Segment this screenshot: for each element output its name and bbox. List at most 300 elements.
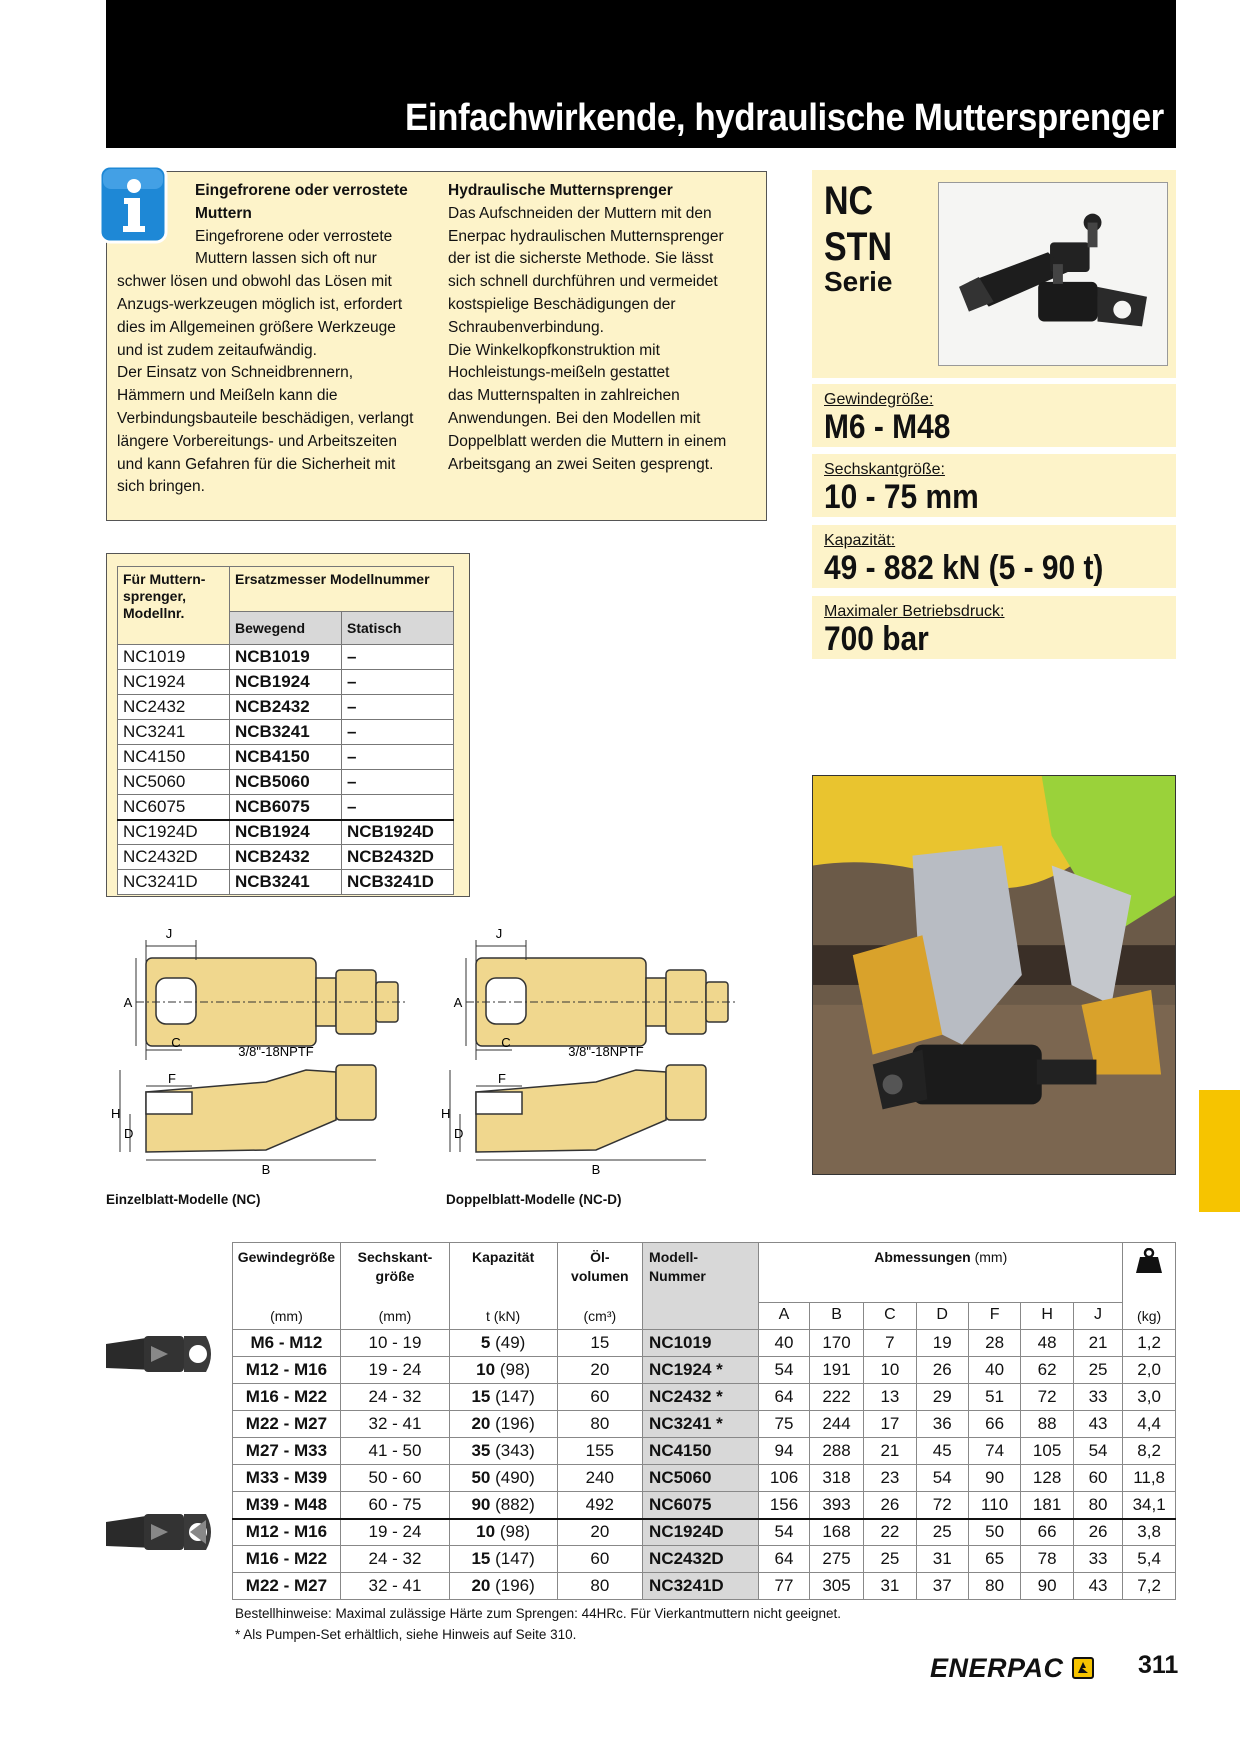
series-line: STN [824, 225, 892, 269]
dim-label-c: C [171, 1035, 181, 1050]
cell-oil: 60 [557, 1384, 642, 1411]
cell-dim-j: 54 [1073, 1438, 1122, 1465]
cell-dim-d: 45 [916, 1438, 968, 1465]
head-line: Für Muttern- [123, 571, 206, 587]
cell-moving: NCB4150 [230, 745, 342, 770]
unit-model [643, 1303, 759, 1330]
cell-oil: 20 [557, 1519, 642, 1546]
table-row [118, 820, 454, 845]
capacity-t: 35 [471, 1441, 491, 1460]
cell-dim-h: 88 [1021, 1411, 1074, 1438]
dim-label-j: J [495, 926, 503, 941]
col-head-model [118, 567, 230, 645]
table-row [106, 1546, 1176, 1573]
cell-model: NC4150 [118, 745, 230, 770]
cell-dim-j: 21 [1073, 1330, 1122, 1357]
cell-dim-j: 43 [1073, 1411, 1122, 1438]
cell-moving: NCB1019 [230, 645, 342, 670]
dim-col-d: D [916, 1303, 968, 1330]
spec-pressure [812, 596, 1176, 659]
head-line: Öl- [590, 1249, 610, 1265]
cell-capacity [449, 1411, 557, 1438]
info-column-hydraulic [448, 180, 758, 476]
unit-capacity: t (kN) [449, 1303, 557, 1330]
tool-image-cell [106, 1243, 232, 1330]
dim-label-h: H [441, 1106, 451, 1121]
dim-col-j: J [1073, 1303, 1122, 1330]
cell-dim-a: 54 [759, 1357, 810, 1384]
cell-dim-b: 168 [809, 1519, 863, 1546]
cell-dim-b: 318 [809, 1465, 863, 1492]
dim-label-c: C [501, 1035, 511, 1050]
row-image-space [106, 1573, 232, 1600]
info-text-line: Der Einsatz von Schneidbrennern, [117, 364, 354, 382]
table-row [106, 1384, 1176, 1411]
capacity-t: 20 [471, 1576, 491, 1595]
info-text-line: Arbeitsgang an zwei Seiten gesprengt. [448, 455, 714, 473]
dim-label-f: F [498, 1071, 506, 1086]
head-hex [341, 1243, 449, 1303]
cell-dim-c: 22 [864, 1519, 916, 1546]
capacity-kn: (490) [495, 1468, 535, 1487]
info-text-line: Die Winkelkopfkonstruktion mit [448, 341, 660, 359]
cell-thread: M22 - M27 [232, 1573, 341, 1600]
cell-static: NCB2432D [342, 845, 454, 870]
info-text-line: Hochleistungs-meißeln gestattet [448, 364, 670, 382]
cell-dim-j: 26 [1073, 1519, 1122, 1546]
cell-weight: 11,8 [1123, 1465, 1176, 1492]
cell-dim-c: 23 [864, 1465, 916, 1492]
table-row [118, 795, 454, 820]
info-text-line: der ist die sicherste Methode. Sie lässt [448, 250, 714, 268]
cell-dim-c: 25 [864, 1546, 916, 1573]
info-text-line: Eingefrorene oder verrostete [195, 227, 393, 245]
single-blade-tool-image [106, 1330, 216, 1378]
spec-label: Maximaler Betriebsdruck: [824, 603, 1005, 620]
capacity-t: 15 [471, 1549, 491, 1568]
cell-model: NC4150 [643, 1438, 759, 1465]
cell-dim-h: 62 [1021, 1357, 1074, 1384]
cell-capacity [449, 1384, 557, 1411]
capacity-t: 50 [471, 1468, 491, 1487]
cell-model: NC3241 [118, 720, 230, 745]
cell-moving: NCB1924 [230, 670, 342, 695]
table-row [106, 1357, 1176, 1384]
thread-label: 3/8"-18NPTF [238, 1044, 314, 1059]
replacement-blade-table [117, 566, 454, 895]
info-text-line: Das Aufschneiden der Muttern mit den [448, 204, 712, 222]
cell-dim-c: 13 [864, 1384, 916, 1411]
cell-dim-b: 191 [809, 1357, 863, 1384]
cell-model: NC3241D [643, 1573, 759, 1600]
spec-table [106, 1242, 1176, 1600]
cell-static: NCB3241D [342, 870, 454, 895]
info-text-line: Doppelblatt werden die Muttern in einem [448, 432, 727, 450]
spec-thread [812, 384, 1176, 447]
dim-label-b: B [591, 1162, 601, 1177]
cell-thread: M16 - M22 [232, 1546, 341, 1573]
dim-label-d: D [454, 1126, 464, 1141]
row-image-space [106, 1411, 232, 1438]
cell-static: – [342, 795, 454, 820]
capacity-t: 20 [471, 1414, 491, 1433]
cell-hex: 32 - 41 [341, 1411, 449, 1438]
cell-dim-h: 181 [1021, 1492, 1074, 1519]
cell-model: NC1019 [118, 645, 230, 670]
cell-dim-j: 60 [1073, 1465, 1122, 1492]
cell-thread: M27 - M33 [232, 1438, 341, 1465]
cell-model: NC5060 [643, 1465, 759, 1492]
cell-weight: 3,0 [1123, 1384, 1176, 1411]
cell-dim-d: 31 [916, 1546, 968, 1573]
cell-dim-c: 7 [864, 1330, 916, 1357]
cell-dim-f: 50 [968, 1519, 1020, 1546]
head-oil [557, 1243, 642, 1303]
cell-hex: 24 - 32 [341, 1384, 449, 1411]
spec-value: 49 - 882 kN (5 - 90 t) [824, 549, 1104, 587]
cell-dim-j: 25 [1073, 1357, 1122, 1384]
row-image-space [106, 1438, 232, 1465]
info-text-line: Verbindungsbauteile beschädigen, verlangt [117, 409, 414, 427]
cell-dim-a: 156 [759, 1492, 810, 1519]
info-col1-head-line: Muttern [195, 204, 252, 222]
head-line: Sechskant- [357, 1249, 433, 1265]
cell-dim-f: 28 [968, 1330, 1020, 1357]
cell-thread: M12 - M16 [232, 1357, 341, 1384]
replacement-rows [118, 645, 454, 895]
col-head-blade: Ersatzmesser Modellnummer [230, 567, 454, 612]
col-head-moving: Bewegend [230, 611, 342, 644]
info-text-line: und ist zudem zeitaufwändig. [117, 341, 317, 359]
capacity-kn: (882) [495, 1494, 535, 1514]
dim-col-a: A [759, 1303, 810, 1330]
table-row [118, 745, 454, 770]
table-row [106, 1411, 1176, 1438]
cell-model: NC3241 * [643, 1411, 759, 1438]
cell-thread: M39 - M48 [232, 1492, 341, 1519]
info-text-line: sich schnell durchführen und vermeidet [448, 273, 718, 291]
dim-label-a: A [453, 995, 463, 1010]
spec-rows [106, 1330, 1176, 1600]
capacity-t: 10 [476, 1522, 496, 1542]
double-blade-tool-image [106, 1508, 216, 1556]
series-title [824, 178, 892, 270]
cell-dim-c: 21 [864, 1438, 916, 1465]
brand-name: ENERPAC [930, 1653, 1064, 1683]
caption-single-blade: Einzelblatt-Modelle (NC) [106, 1192, 261, 1207]
table-row [118, 870, 454, 895]
cell-model: NC1924D [118, 820, 230, 845]
unit-thread: (mm) [232, 1303, 341, 1330]
table-row [106, 1492, 1176, 1519]
cell-oil: 492 [557, 1492, 642, 1519]
unit-weight: (kg) [1123, 1303, 1176, 1330]
cell-dim-b: 170 [809, 1330, 863, 1357]
cell-dim-b: 393 [809, 1492, 863, 1519]
head-capacity: Kapazität [449, 1243, 557, 1303]
diagram-single-blade [106, 920, 426, 1180]
table-row [118, 720, 454, 745]
cell-oil: 60 [557, 1546, 642, 1573]
cell-hex: 50 - 60 [341, 1465, 449, 1492]
cell-oil: 155 [557, 1438, 642, 1465]
cell-dim-b: 275 [809, 1546, 863, 1573]
unit-hex: (mm) [341, 1303, 449, 1330]
dim-col-h: H [1021, 1303, 1074, 1330]
spec-label: Gewindegröße: [824, 391, 934, 408]
capacity-kn: (343) [495, 1441, 535, 1460]
info-text-line: kostspielige Beschädigungen der [448, 295, 676, 313]
caption-double-blade: Doppelblatt-Modelle (NC-D) [446, 1192, 622, 1207]
cell-hex: 10 - 19 [341, 1330, 449, 1357]
cell-model: NC1019 [643, 1330, 759, 1357]
cell-dim-d: 36 [916, 1411, 968, 1438]
dim-col-b: B [809, 1303, 863, 1330]
cell-model: NC2432 * [643, 1384, 759, 1411]
cell-dim-c: 26 [864, 1492, 916, 1519]
series-box [812, 170, 1176, 378]
cell-dim-d: 26 [916, 1357, 968, 1384]
cell-dim-a: 54 [759, 1519, 810, 1546]
series-subtitle: Serie [824, 266, 893, 297]
table-row [118, 645, 454, 670]
cell-capacity [449, 1546, 557, 1573]
cell-hex: 24 - 32 [341, 1546, 449, 1573]
head-line: volumen [571, 1268, 629, 1284]
info-text-line: Anzugs-werkzeugen möglich ist, erfordert [117, 295, 403, 313]
cell-dim-h: 105 [1021, 1438, 1074, 1465]
cell-weight: 7,2 [1123, 1573, 1176, 1600]
info-text-line: Schraubenverbindung. [448, 318, 604, 336]
info-col2-heading: Hydraulische Mutternsprenger [448, 182, 673, 199]
cell-model: NC3241D [118, 870, 230, 895]
row-image-space [106, 1384, 232, 1411]
cell-capacity [449, 1519, 557, 1546]
cell-model: NC1924 * [643, 1357, 759, 1384]
cell-dim-f: 80 [968, 1573, 1020, 1600]
cell-oil: 15 [557, 1330, 642, 1357]
cell-dim-d: 54 [916, 1465, 968, 1492]
cell-oil: 80 [557, 1573, 642, 1600]
head-line: größe [375, 1268, 415, 1284]
cell-dim-f: 110 [968, 1492, 1020, 1519]
cell-model: NC5060 [118, 770, 230, 795]
info-box [106, 171, 767, 521]
cell-dim-f: 90 [968, 1465, 1020, 1492]
head-dims-unit: (mm) [970, 1249, 1008, 1265]
capacity-kn: (196) [495, 1414, 535, 1433]
cell-weight: 1,2 [1123, 1330, 1176, 1357]
cell-capacity [449, 1492, 557, 1519]
cell-dim-b: 305 [809, 1573, 863, 1600]
cell-model: NC2432D [118, 845, 230, 870]
info-icon [98, 164, 172, 248]
cell-dim-j: 33 [1073, 1546, 1122, 1573]
cell-weight: 34,1 [1123, 1492, 1176, 1519]
col-head-static: Statisch [342, 611, 454, 644]
info-col1-head-line: Eingefrorene oder verrostete [195, 182, 408, 199]
cell-hex: 19 - 24 [341, 1519, 449, 1546]
cell-dim-j: 80 [1073, 1492, 1122, 1519]
cell-moving: NCB1924 [230, 820, 342, 845]
spec-value: 700 bar [824, 620, 929, 658]
capacity-kn: (49) [495, 1333, 526, 1352]
table-row [118, 845, 454, 870]
cell-dim-d: 19 [916, 1330, 968, 1357]
head-line: sprenger, [123, 588, 187, 604]
dim-label-a: A [123, 995, 133, 1010]
cell-dim-c: 10 [864, 1357, 916, 1384]
page-title: Einfachwirkende, hydraulische Muttersprenger [405, 97, 1164, 139]
cell-hex: 32 - 41 [341, 1573, 449, 1600]
cell-capacity [449, 1357, 557, 1384]
cell-dim-h: 128 [1021, 1465, 1074, 1492]
cell-weight: 3,8 [1123, 1519, 1176, 1546]
cell-dim-d: 29 [916, 1384, 968, 1411]
capacity-t: 15 [471, 1387, 491, 1406]
cell-static: NCB1924D [342, 820, 454, 845]
cell-model: NC2432D [643, 1546, 759, 1573]
cell-oil: 20 [557, 1357, 642, 1384]
dim-label-b: B [261, 1162, 271, 1177]
cell-thread: M33 - M39 [232, 1465, 341, 1492]
info-text-line: Anwendungen. Bei den Modellen mit [448, 409, 701, 427]
info-text-line: Enerpac hydraulischen Mutternsprenger [448, 227, 724, 245]
thread-label: 3/8"-18NPTF [568, 1044, 644, 1059]
cell-dim-d: 37 [916, 1573, 968, 1600]
cell-model: NC1924 [118, 670, 230, 695]
cell-thread: M12 - M16 [232, 1519, 341, 1546]
cell-capacity [449, 1438, 557, 1465]
spec-value: 10 - 75 mm [824, 478, 979, 516]
cell-dim-j: 43 [1073, 1573, 1122, 1600]
row-image-space [106, 1465, 232, 1492]
cell-dim-a: 94 [759, 1438, 810, 1465]
cell-dim-f: 66 [968, 1411, 1020, 1438]
cell-thread: M22 - M27 [232, 1411, 341, 1438]
dim-col-c: C [864, 1303, 916, 1330]
capacity-kn: (98) [499, 1360, 531, 1379]
head-dimensions [759, 1243, 1123, 1303]
cell-dim-a: 64 [759, 1384, 810, 1411]
cell-static: – [342, 770, 454, 795]
application-photo [812, 775, 1176, 1175]
cell-model: NC6075 [643, 1492, 759, 1519]
table-row [118, 770, 454, 795]
brand-logo [930, 1653, 1094, 1684]
cell-dim-a: 106 [759, 1465, 810, 1492]
info-text-line: längere Vorbereitungs- und Arbeitszeiten [117, 432, 398, 450]
capacity-kn: (147) [495, 1549, 535, 1568]
cell-capacity [449, 1465, 557, 1492]
capacity-kn: (147) [495, 1387, 535, 1406]
cell-moving: NCB6075 [230, 795, 342, 820]
capacity-t: 90 [471, 1494, 491, 1514]
cell-moving: NCB2432 [230, 845, 342, 870]
cell-dim-a: 40 [759, 1330, 810, 1357]
cell-thread: M16 - M22 [232, 1384, 341, 1411]
cell-model: NC2432 [118, 695, 230, 720]
replacement-blade-panel [106, 553, 470, 897]
capacity-t: 5 [480, 1333, 491, 1352]
cell-moving: NCB3241 [230, 720, 342, 745]
cell-dim-f: 51 [968, 1384, 1020, 1411]
spec-hex [812, 454, 1176, 517]
page-header [106, 0, 1176, 148]
cell-dim-d: 25 [916, 1519, 968, 1546]
table-row [106, 1438, 1176, 1465]
cell-dim-c: 31 [864, 1573, 916, 1600]
cell-dim-h: 78 [1021, 1546, 1074, 1573]
head-line: Modell- [649, 1249, 699, 1265]
head-dims-label: Abmessungen [874, 1249, 971, 1265]
unit-oil: (cm³) [557, 1303, 642, 1330]
cell-weight: 5,4 [1123, 1546, 1176, 1573]
table-row [106, 1465, 1176, 1492]
spec-value: M6 - M48 [824, 408, 951, 446]
head-weight [1123, 1243, 1176, 1303]
info-text-line: dies im Allgemeinen größere Werkzeuge [117, 318, 396, 336]
cell-dim-b: 222 [809, 1384, 863, 1411]
cell-capacity [449, 1573, 557, 1600]
series-line: NC [824, 179, 874, 223]
info-text-line: Hämmern und Meißeln kann die [117, 387, 338, 405]
cell-model: NC6075 [118, 795, 230, 820]
cell-moving: NCB5060 [230, 770, 342, 795]
table-row [118, 695, 454, 720]
section-tab [1199, 1090, 1240, 1212]
cell-dim-b: 288 [809, 1438, 863, 1465]
cell-dim-d: 72 [916, 1492, 968, 1519]
product-photo [938, 182, 1168, 366]
cell-weight: 2,0 [1123, 1357, 1176, 1384]
cell-static: – [342, 670, 454, 695]
table-row [106, 1519, 1176, 1546]
cell-dim-h: 72 [1021, 1384, 1074, 1411]
cell-dim-a: 75 [759, 1411, 810, 1438]
cell-hex: 60 - 75 [341, 1492, 449, 1519]
table-row [118, 670, 454, 695]
page-number: 311 [1138, 1651, 1179, 1679]
cell-hex: 41 - 50 [341, 1438, 449, 1465]
cell-dim-h: 66 [1021, 1519, 1074, 1546]
spec-label: Kapazität: [824, 532, 896, 549]
cell-dim-f: 74 [968, 1438, 1020, 1465]
cell-dim-a: 64 [759, 1546, 810, 1573]
info-text-line: das Mutternspalten in zahlreichen [448, 387, 680, 405]
cell-dim-f: 40 [968, 1357, 1020, 1384]
dim-label-j: J [165, 926, 173, 941]
cell-dim-f: 65 [968, 1546, 1020, 1573]
table-row [106, 1330, 1176, 1357]
cell-dim-a: 77 [759, 1573, 810, 1600]
cell-static: – [342, 745, 454, 770]
enerpac-mark-icon [1072, 1657, 1094, 1679]
cell-moving: NCB2432 [230, 695, 342, 720]
cell-dim-j: 33 [1073, 1384, 1122, 1411]
cell-oil: 80 [557, 1411, 642, 1438]
dim-label-f: F [168, 1071, 176, 1086]
star-note: * Als Pumpen-Set erhältlich, siehe Hinweis auf Seite 310. [235, 1627, 577, 1642]
capacity-kn: (98) [499, 1522, 531, 1542]
capacity-kn: (196) [495, 1576, 535, 1595]
cell-static: – [342, 645, 454, 670]
table-row [106, 1573, 1176, 1600]
diagram-double-blade [436, 920, 756, 1180]
head-line: Modellnr. [123, 605, 185, 621]
cell-model: NC1924D [643, 1519, 759, 1546]
cell-dim-c: 17 [864, 1411, 916, 1438]
